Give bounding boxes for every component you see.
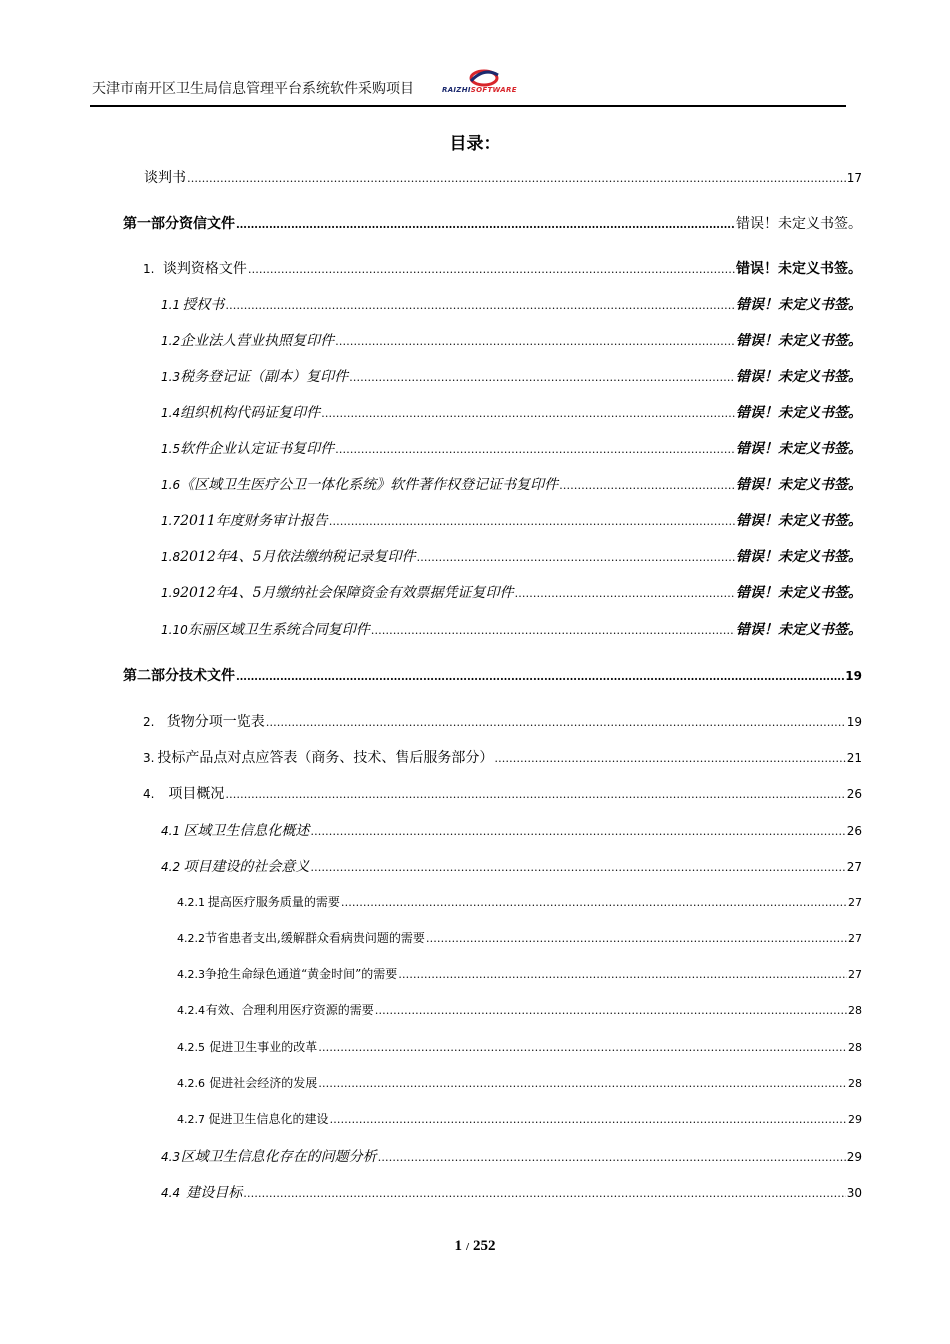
- toc-entry-number: 4.2.5: [177, 1041, 205, 1054]
- toc-entry-number: 4.4: [161, 1186, 181, 1200]
- toc-entry-title: 谈判资格文件: [162, 261, 247, 277]
- toc-leader: [341, 896, 847, 909]
- toc-entry-page: 27: [848, 932, 862, 945]
- toc-leader: [187, 172, 846, 185]
- toc-entry[interactable]: [177, 1110, 862, 1130]
- toc-entry-page: 30: [846, 1186, 862, 1200]
- toc-entry-title: 货物分项一览表: [166, 714, 265, 730]
- toc-entry-page: 27: [848, 968, 862, 981]
- toc-entry[interactable]: [177, 1038, 862, 1058]
- header-title: 天津市南开区卫生局信息管理平台系统软件采购项目: [92, 81, 414, 97]
- toc-entry-page: 28: [848, 1077, 862, 1090]
- toc-leader: [378, 1151, 846, 1164]
- toc-entry-number: 4.2.1: [177, 896, 205, 909]
- toc-leader: [329, 515, 735, 528]
- toc-entry-title: 区域卫生信息化概述: [183, 823, 310, 839]
- toc-leader: [371, 624, 735, 637]
- toc-entry-number: 1.6: [161, 478, 181, 492]
- toc-entry-title: 东丽区域卫生系统合同复印件: [187, 622, 370, 638]
- toc-entry-number: 1.4: [161, 406, 181, 420]
- toc-leader: [349, 371, 735, 384]
- toc-entry-number: 4.2.7: [177, 1113, 205, 1126]
- toc-entry-page: 27: [848, 896, 862, 909]
- toc-entry[interactable]: [143, 711, 862, 731]
- toc-entry-page: 28: [848, 1041, 862, 1054]
- toc-entry[interactable]: [161, 366, 862, 386]
- toc-entry-page: 21: [846, 751, 862, 765]
- toc-heading: 目录：: [449, 134, 501, 154]
- toc-entry-title: 投标产品点对点应答表（商务、技术、售后服务部分）: [157, 750, 494, 766]
- toc-entry-number: 3.: [143, 751, 155, 765]
- toc-entry[interactable]: [161, 294, 862, 314]
- toc-entry-title: 建设目标: [186, 1185, 243, 1201]
- toc-entry[interactable]: [177, 893, 862, 913]
- toc-entry-title: 软件企业认定证书复印件: [180, 441, 335, 457]
- toc-entry[interactable]: [161, 820, 862, 840]
- toc-entry-page: 错误！未定义书签。: [736, 369, 862, 385]
- toc-entry[interactable]: [161, 619, 862, 639]
- toc-entry[interactable]: [161, 438, 862, 458]
- toc-entry-number: 1.10: [161, 623, 188, 637]
- toc-entry[interactable]: [177, 1074, 862, 1094]
- toc-entry[interactable]: [123, 213, 862, 233]
- toc-entry[interactable]: [161, 1182, 862, 1202]
- toc-entry-title: 有效、合理利用医疗资源的需要: [205, 1003, 374, 1017]
- toc-entry-page: 29: [846, 1150, 862, 1164]
- toc-leader: [330, 1113, 847, 1126]
- page-separator: /: [465, 1241, 470, 1253]
- toc-entry[interactable]: [144, 167, 862, 187]
- toc-leader: [236, 670, 844, 683]
- toc-entry-title: 项目概况: [168, 786, 225, 802]
- toc-entry[interactable]: [161, 546, 862, 566]
- toc-leader: [335, 335, 735, 348]
- toc-entry-title: 提高医疗服务质量的需要: [207, 895, 340, 909]
- toc-leader: [318, 1041, 847, 1054]
- toc-leader: [321, 407, 735, 420]
- toc-entry-page: 26: [846, 787, 862, 801]
- toc-entry[interactable]: [143, 783, 862, 803]
- toc-entry-page: 26: [846, 824, 862, 838]
- toc-entry-number: 1.2: [161, 334, 181, 348]
- toc-entry-title: 项目建设的社会意义: [183, 859, 310, 875]
- toc-entry-number: 4.1: [161, 824, 181, 838]
- toc-entry-number: 1.9: [161, 586, 181, 600]
- toc-entry-title: 2012年4、5月缴纳社会保障资金有效票据凭证复印件: [180, 585, 514, 601]
- toc-entry[interactable]: [161, 402, 862, 422]
- toc-entry-title: 第二部分技术文件: [123, 668, 235, 684]
- toc-entry-page: 错误！未定义书签。: [736, 585, 862, 601]
- toc-leader: [310, 825, 845, 838]
- toc-entry-title: 区域卫生信息化存在的问题分析: [180, 1149, 377, 1165]
- toc-entry-number: 1.: [143, 262, 155, 276]
- toc-entry-number: 1.1: [161, 298, 181, 312]
- logo-text-b: SOFTWARE: [470, 86, 517, 94]
- toc-entry-title: 促进社会经济的发展: [209, 1076, 318, 1090]
- toc-entry-number: 4.3: [161, 1150, 181, 1164]
- toc-entry-number: 2.: [143, 715, 155, 729]
- toc-leader: [318, 1077, 847, 1090]
- toc-entry-page: 错误！未定义书签。: [736, 513, 862, 529]
- toc-leader: [494, 752, 845, 765]
- toc-leader: [225, 299, 735, 312]
- toc-leader: [375, 1004, 847, 1017]
- toc-entry-title: 促进卫生信息化的建设: [208, 1112, 329, 1126]
- toc-entry-page: 28: [848, 1004, 862, 1017]
- toc-entry-title: 争抢生命绿色通道“黄金时间”的需要: [205, 967, 398, 981]
- toc-entry-page: 错误！未定义书签。: [736, 405, 862, 421]
- toc-entry-page: 错误！未定义书签。: [736, 622, 862, 638]
- page-number-footer: [0, 1237, 950, 1255]
- toc-entry-title: 2011年度财务审计报告: [180, 513, 328, 529]
- toc-leader: [310, 861, 845, 874]
- toc-entry[interactable]: [161, 582, 862, 602]
- toc-entry-title: 税务登记证（副本）复印件: [180, 369, 349, 385]
- toc-entry-page: 错误！未定义书签。: [736, 441, 862, 457]
- toc-entry-number: 1.7: [161, 514, 181, 528]
- toc-entry-title: 组织机构代码证复印件: [180, 405, 321, 421]
- toc-entry[interactable]: [177, 965, 862, 985]
- toc-entry-number: 4.2.3: [177, 968, 205, 981]
- toc-entry-number: 1.3: [161, 370, 181, 384]
- toc-entry[interactable]: [161, 510, 862, 530]
- toc-entry-number: 4.2: [161, 860, 181, 874]
- toc-entry[interactable]: [123, 665, 862, 685]
- toc-leader: [236, 218, 735, 231]
- toc-leader: [515, 587, 735, 600]
- toc-entry-number: 4.2.4: [177, 1004, 205, 1017]
- toc-entry-number: 1.8: [161, 550, 181, 564]
- toc-leader: [225, 788, 845, 801]
- toc-entry-title: 《区域卫生医疗公卫一体化系统》软件著作权登记证书复印件: [180, 477, 559, 493]
- toc-entry-number: 4.2.6: [177, 1077, 205, 1090]
- toc-entry[interactable]: [161, 330, 862, 350]
- toc-entry-page: 错误！未定义书签。: [736, 261, 862, 277]
- toc-entry-page: 错误！未定义书签。: [736, 216, 862, 232]
- toc-leader: [559, 479, 735, 492]
- toc-entry[interactable]: [161, 856, 862, 876]
- toc-entry-page: 19: [846, 715, 862, 729]
- current-page-number: 1: [454, 1238, 462, 1254]
- toc-leader: [335, 443, 735, 456]
- toc-leader: [266, 716, 846, 729]
- toc-entry-title: 企业法人营业执照复印件: [180, 333, 335, 349]
- toc-leader: [398, 968, 847, 981]
- toc-leader: [248, 263, 735, 276]
- toc-entry-page: 19: [845, 669, 862, 683]
- logo-text-a: RAIZHI: [442, 86, 471, 94]
- toc-entry-number: 4.: [143, 787, 155, 801]
- toc-leader: [417, 551, 735, 564]
- toc-entry-page: 错误！未定义书签。: [736, 549, 862, 565]
- toc-entry-page: 27: [846, 860, 862, 874]
- toc-entry-title: 节省患者支出,缓解群众看病贵问题的需要: [205, 931, 425, 945]
- toc-entry-title: 授权书: [182, 297, 225, 313]
- toc-entry-page: 错误！未定义书签。: [736, 477, 862, 493]
- toc-entry-title: 2012年4、5月依法缴纳税记录复印件: [180, 549, 416, 565]
- toc-entry[interactable]: [143, 258, 862, 278]
- toc-entry-page: 错误！未定义书签。: [736, 297, 862, 313]
- toc-entry-title: 谈判书: [144, 170, 186, 186]
- toc-entry-number: 1.5: [161, 442, 181, 456]
- toc-entry-number: 4.2.2: [177, 932, 205, 945]
- toc-entry-title: 促进卫生事业的改革: [209, 1040, 318, 1054]
- toc-entry-title: 第一部分资信文件: [123, 216, 235, 232]
- toc-entry-page: 错误！未定义书签。: [736, 333, 862, 349]
- toc-entry[interactable]: [161, 474, 862, 494]
- toc-entry[interactable]: [177, 1001, 862, 1021]
- toc-entry-page: 17: [846, 171, 862, 185]
- toc-leader: [426, 932, 847, 945]
- toc-entry[interactable]: [143, 747, 862, 767]
- toc-entry[interactable]: [161, 1146, 862, 1166]
- toc-entry[interactable]: [177, 929, 862, 949]
- toc-entry-page: 29: [848, 1113, 862, 1126]
- total-page-count: 252: [473, 1238, 496, 1254]
- toc-leader: [243, 1187, 846, 1200]
